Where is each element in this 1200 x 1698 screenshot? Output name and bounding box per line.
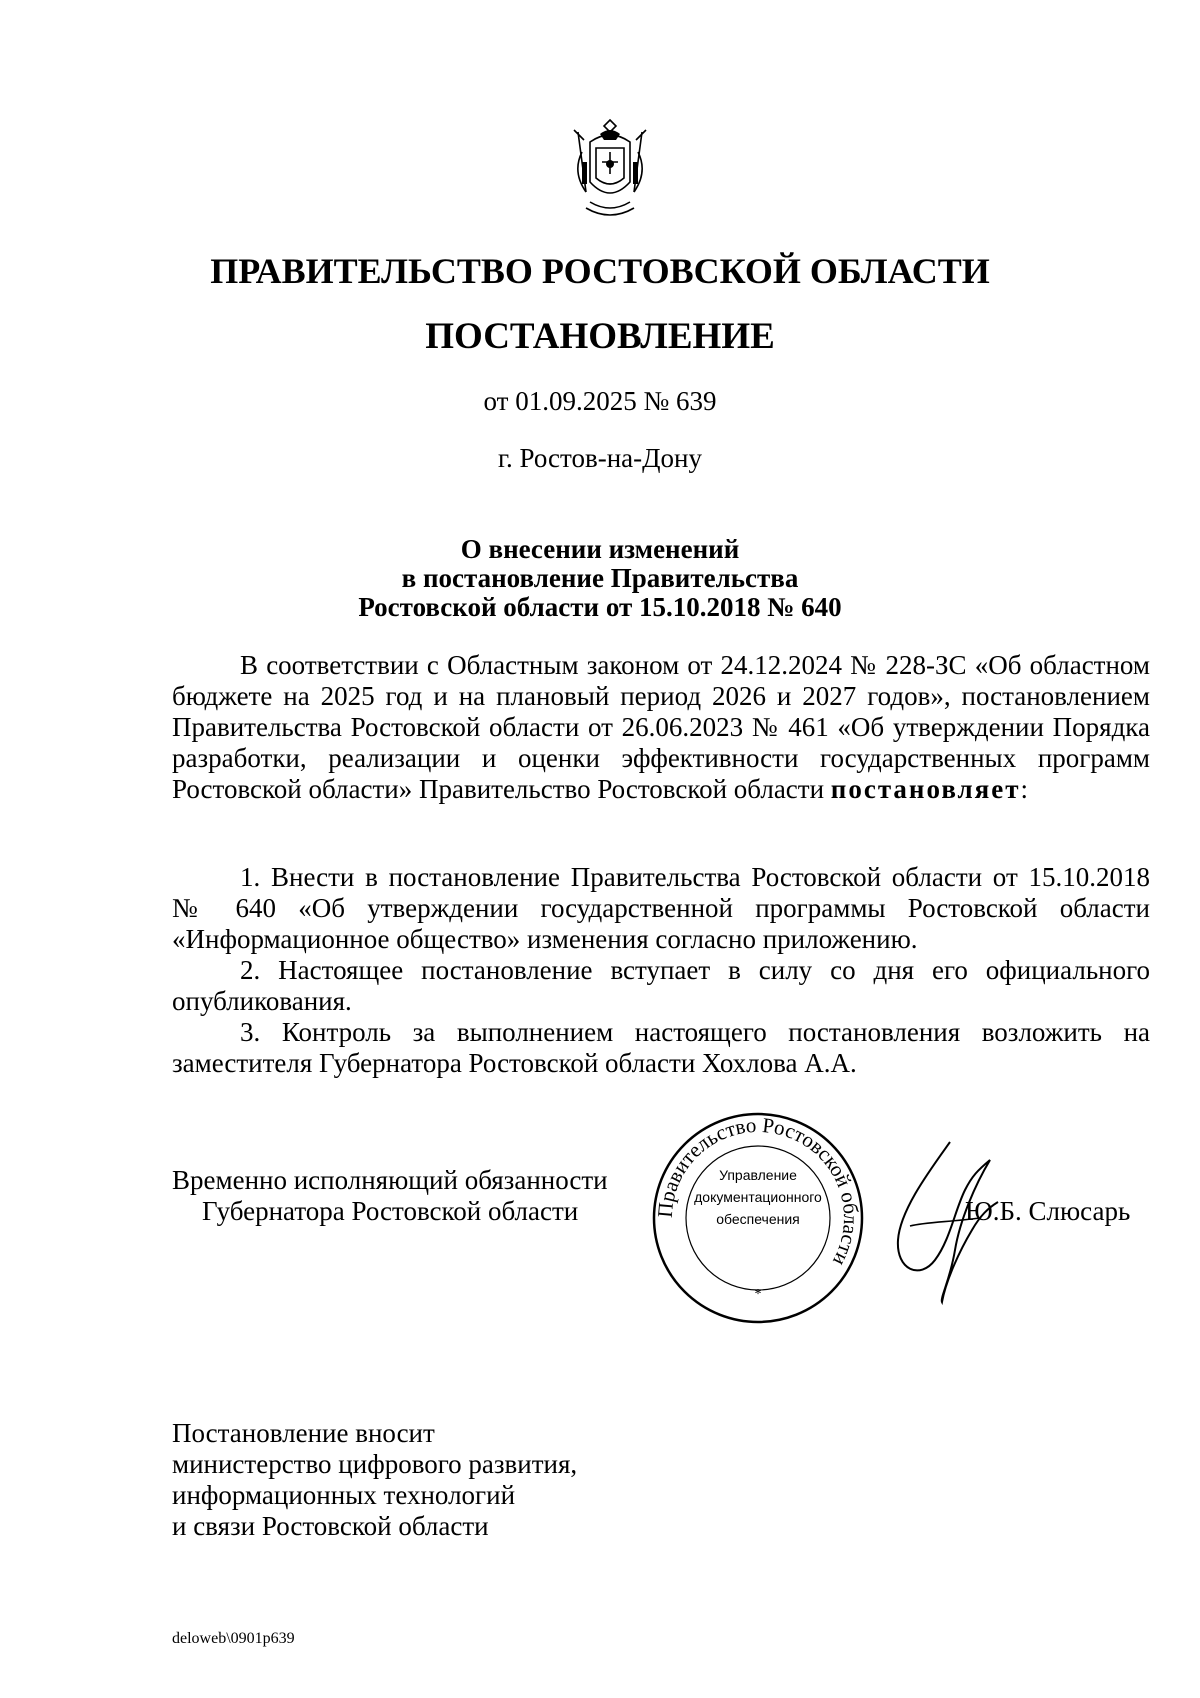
resolution-item: 1. Внести в постановление Правительства Ростовской области от 15.10.2018 № 640 «Об утверждении государственной программы Ростовской области «Информационное общество» изменения согласно приложению. <box>172 862 1150 954</box>
stamp-ring-text: Правительство Ростовской области <box>652 1112 864 1270</box>
preamble-paragraph <box>172 650 1150 805</box>
stamp-center-line: Управление <box>719 1167 797 1183</box>
signer-position <box>172 1165 608 1227</box>
initiator-line: министерство цифрового развития, <box>172 1449 578 1479</box>
preamble-colon: : <box>1020 774 1029 804</box>
preamble-text: В соответствии с Областным законом от 24.12.2024 № 228-ЗС «Об областном бюджете на 2025 год и на плановый период 2026 и 2027 годов», постановлением Правительства Ростовской области от 26.06.2023 № 461 «Об утверждении Порядка разработки, реализации и оценки эффективности государственных программ Ростовской области» Правительство Ростовской области <box>172 650 1150 804</box>
initiator-line: информационных технологий <box>172 1480 516 1510</box>
stamp-center-line: обеспечения <box>716 1211 800 1227</box>
document-subject <box>0 535 1200 622</box>
document-city: г. Ростов-на-Дону <box>497 443 702 473</box>
resolution-item: 3. Контроль за выполнением настоящего постановления возложить на заместителя Губернатора Ростовской области Хохлова А.А. <box>172 1017 1150 1078</box>
document-type: ПОСТАНОВЛЕНИЕ <box>425 316 775 357</box>
file-reference: deloweb\0901p639 <box>172 1630 295 1647</box>
document-date-number: от 01.09.2025 № 639 <box>483 386 717 416</box>
subject-line: О внесении изменений <box>460 534 740 564</box>
decree-keyword: постановляет <box>830 774 1021 804</box>
signer-name: Ю.Б. Слюсарь <box>965 1196 1131 1226</box>
resolution-item: 2. Настоящее постановление вступает в силу со дня его официального опубликования. <box>172 955 1150 1016</box>
subject-line: в постановление Правительства <box>401 563 799 593</box>
initiator-line: и связи Ростовской области <box>172 1511 489 1541</box>
signer-position-line: Временно исполняющий обязанности <box>172 1165 608 1195</box>
svg-text:*: * <box>754 1287 762 1302</box>
signer-position-line: Губернатора Ростовской области <box>202 1196 579 1226</box>
stamp-center-line: документационного <box>694 1189 822 1205</box>
organization-title: ПРАВИТЕЛЬСТВО РОСТОВСКОЙ ОБЛАСТИ <box>210 251 990 291</box>
resolution-items <box>172 862 1150 1079</box>
initiator-line: Постановление вносит <box>172 1418 435 1448</box>
initiator-block <box>172 1418 577 1542</box>
official-stamp <box>648 1108 868 1328</box>
subject-line: Ростовской области от 15.10.2018 № 640 <box>358 592 842 622</box>
coat-of-arms-icon <box>560 112 660 222</box>
